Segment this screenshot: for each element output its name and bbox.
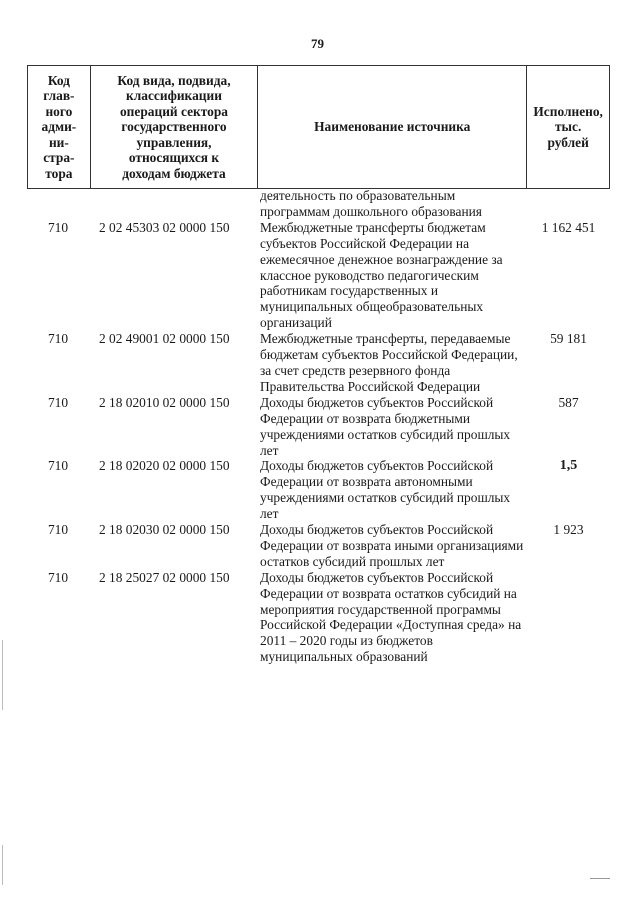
header-executed-amount: Исполнено, тыс. рублей [526,66,609,188]
source-name-cell: Доходы бюджетов субъектов Российской Федерации от возврата иными организациями остатков субсидий прошлых лет [260,522,524,569]
admin-code-cell: 710 [47,458,69,474]
admin-code-cell: 710 [47,219,69,235]
classification-code-cell: 2 18 02010 02 0000 150 [99,394,230,410]
header-classification-code: Код вида, подвида, классификации операций сектора государственного управления, относящихся к доходам бюджета [90,66,257,188]
admin-code-cell: 710 [47,569,69,585]
classification-code-cell: 2 18 25027 02 0000 150 [99,569,230,585]
admin-code-cell: 710 [47,394,69,410]
source-name-cell: Доходы бюджетов субъектов Российской Федерации от возврата остатков субсидий на мероприятия государственной программы Российской Федерации «Доступная среда» на 2011 – 2020 годы из бюджетов муниципальных образований [260,569,522,665]
classification-code-cell: 2 18 02030 02 0000 150 [99,522,230,538]
amount-cell: 59 181 [550,331,587,347]
scan-edge-mark [2,845,3,885]
amount-cell [527,570,610,665]
table-row [27,458,610,522]
table-row [27,395,610,459]
scan-speck [590,878,610,879]
revenue-table [27,65,610,665]
table-row [27,331,610,395]
amount-cell: 587 [558,394,579,410]
continuation-row [27,188,610,220]
classification-code-cell: 2 18 02020 02 0000 150 [99,458,230,474]
continuation-text: деятельность по образовательным программам дошкольного образования [260,188,482,219]
header-admin-code: Код глав- ного адми- ни- стра- тора [41,73,77,181]
admin-code-cell: 710 [47,331,69,347]
page-number: 79 [311,36,324,51]
classification-code-cell: 2 02 45303 02 0000 150 [99,219,230,235]
header-source-name: Наименование источника [257,66,526,188]
table-row [27,522,610,570]
source-name-cell: Доходы бюджетов субъектов Российской Федерации от возврата бюджетными учреждениями остатков субсидий прошлых лет [260,394,511,458]
table-body [27,188,610,665]
amount-cell: 1 162 451 [541,219,596,235]
table-row [27,220,610,331]
amount-cell: 1,5 [559,458,578,474]
classification-code-cell: 2 02 49001 02 0000 150 [99,331,230,347]
amount-cell: 1 923 [553,522,584,538]
source-name-cell: Межбюджетные трансферты, передаваемые бюджетам субъектов Российской Федерации, за счет средств резервного фонда Правительства Российской Федерации [260,331,518,394]
table-header [27,65,610,189]
table-row [27,570,610,665]
scan-edge-mark [2,640,3,710]
source-name-cell: Межбюджетные трансферты бюджетам субъектов Российской Федерации на ежемесячное денежное вознаграждение за классное руководство педагогическим работникам государственных и муниципальных общеобразовательных организаций [260,219,503,331]
source-name-cell: Доходы бюджетов субъектов Российской Федерации от возврата автономными учреждениями остатков субсидий прошлых лет [260,458,511,522]
admin-code-cell: 710 [47,522,69,538]
